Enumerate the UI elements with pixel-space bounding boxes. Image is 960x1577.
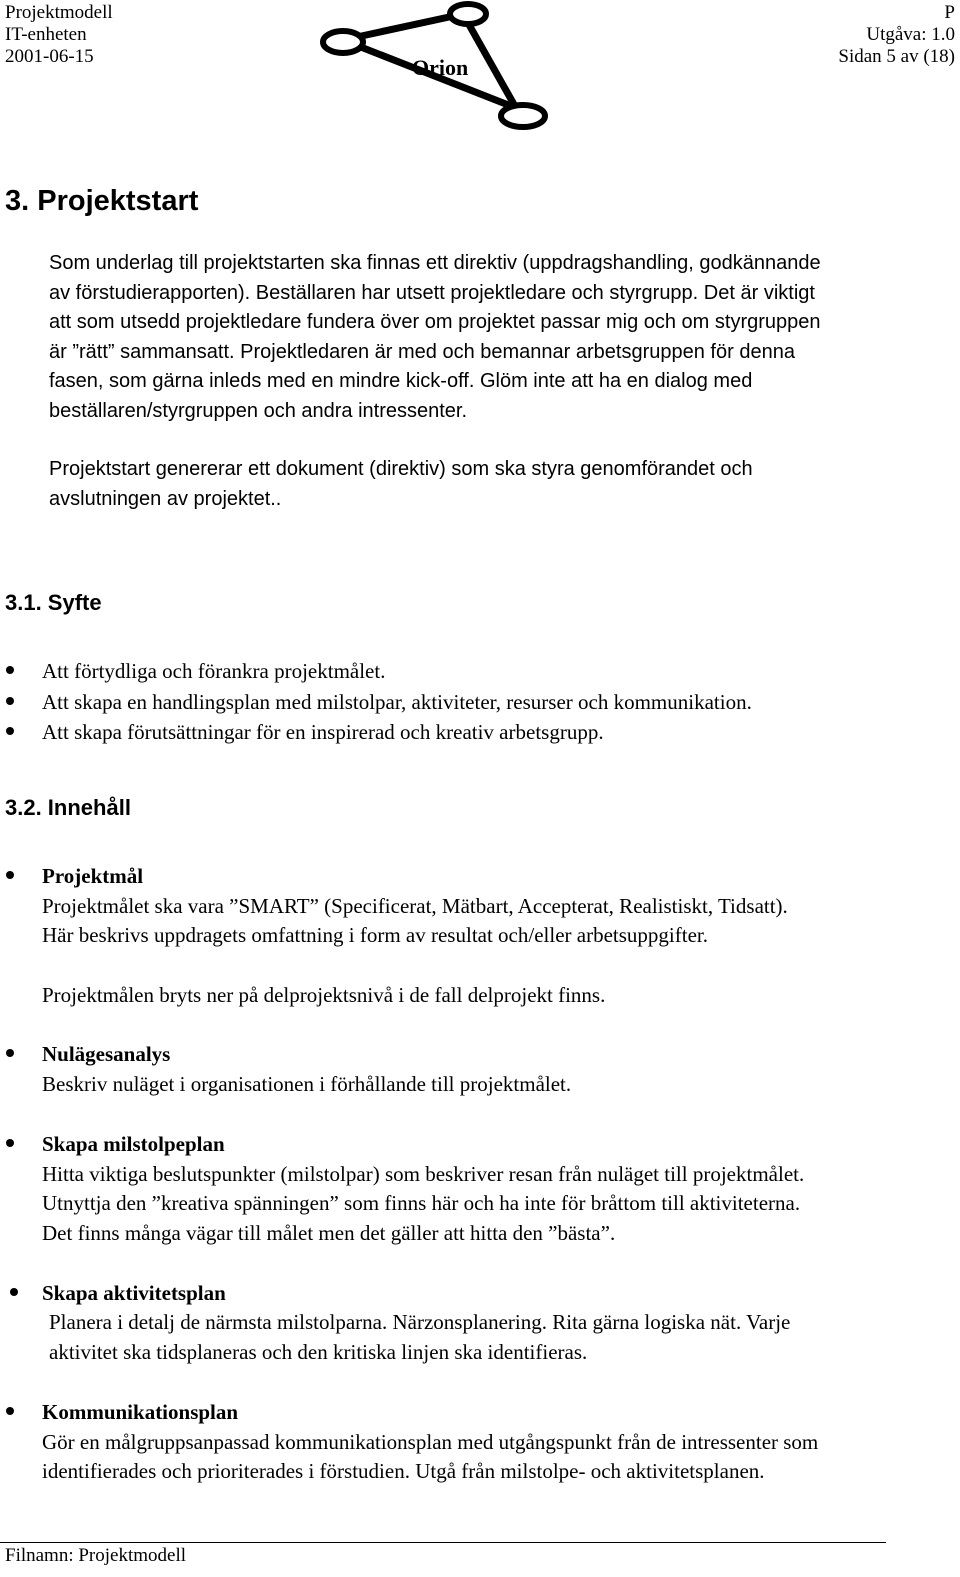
content-item-aktivitetsplan <box>49 1308 790 1367</box>
content-item-kommunikationsplan <box>42 1398 818 1487</box>
item-title: Projektmål <box>42 864 144 888</box>
summary-paragraph <box>49 455 753 514</box>
text-line: avslutningen av projektet.. <box>49 487 282 510</box>
header-page-number: Sidan 5 av (18) <box>838 46 955 67</box>
content-item-nulagesanalys <box>42 1040 571 1099</box>
footer-filename: Filnamn: Projektmodell <box>5 1545 187 1566</box>
text-line: Planera i detalj de närmsta milstolparna. Närzonsplanering. Rita gärna logiska nät. Varje <box>49 1310 791 1334</box>
bullet-icon <box>6 1049 14 1057</box>
header-doc-name: Projektmodell <box>5 2 113 23</box>
syfte-item: Att skapa förutsättningar för en inspirerad och kreativ arbetsgrupp. <box>42 720 604 744</box>
logo-text: Orion <box>412 55 469 80</box>
content-item-projektmal <box>42 862 788 951</box>
bullet-icon <box>6 727 14 735</box>
intro-paragraph <box>49 249 821 426</box>
item-title: Kommunikationsplan <box>42 1400 239 1424</box>
syfte-item: Att skapa en handlingsplan med milstolpar, aktiviteter, resurser och kommunikation. <box>42 690 752 714</box>
footer-divider <box>0 1542 886 1543</box>
text-line: beställaren/styrgruppen och andra intressenter. <box>49 399 468 422</box>
header-left <box>5 2 113 68</box>
bullet-icon <box>6 871 14 879</box>
bullet-icon <box>10 1288 18 1296</box>
item-title: Skapa aktivitetsplan <box>42 1281 226 1305</box>
text-line: Här beskrivs uppdragets omfattning i form av resultat och/eller arbetsuppgifter. <box>42 923 708 947</box>
text-line: Utnyttja den ”kreativa spänningen” som finns här och ha inte för bråttom till aktiviteterna. <box>42 1191 801 1215</box>
bullet-icon <box>6 1407 14 1415</box>
text-line: är ”rätt” sammansatt. Projektledaren är med och bemannar arbetsgruppen för denna <box>49 340 795 363</box>
item-title: Skapa milstolpeplan <box>42 1132 225 1156</box>
header-date: 2001-06-15 <box>5 46 94 67</box>
text-line: Som underlag till projektstarten ska finnas ett direktiv (uppdragshandling, godkännande <box>49 252 821 274</box>
header-code: P <box>944 2 955 23</box>
text-line: fasen, som gärna inleds med en mindre kick-off. Glöm inte att ha en dialog med <box>49 370 753 392</box>
text-line: Projektstart genererar ett dokument (direktiv) som ska styra genomförandet och <box>49 458 753 480</box>
text-line: Projektmålet ska vara ”SMART” (Specificerat, Mätbart, Accepterat, Realistiskt, Tidsatt). <box>42 893 788 918</box>
text-line: av förstudierapporten). Beställaren har utsett projektledare och styrgrupp. Det är viktigt <box>49 281 815 304</box>
bullet-icon <box>6 697 14 705</box>
text-line: Det finns många vägar till målet men det gäller att hitta den ”bästa”. <box>42 1220 616 1245</box>
orion-logo <box>318 0 558 135</box>
page-title: 3. Projektstart <box>5 185 199 217</box>
text-line: aktivitet ska tidsplaneras och den kritiska linjen ska identifieras. <box>49 1339 588 1364</box>
text-line: identifierades och prioriterades i förstudien. Utgå från milstolpe- och aktivitetsplanen. <box>42 1459 765 1483</box>
item-title: Nulägesanalys <box>42 1042 171 1066</box>
text-line: att som utsedd projektledare fundera över om projektet passar mig och om styrgruppen <box>49 311 821 333</box>
syfte-item: Att förtydliga och förankra projektmålet. <box>42 659 386 683</box>
text-line: Beskriv nuläget i organisationen i förhållande till projektmålet. <box>42 1071 572 1096</box>
section-heading-innehall: 3.2. Innehåll <box>5 795 131 820</box>
header-version: Utgåva: 1.0 <box>866 24 955 45</box>
bullet-icon <box>6 1139 14 1147</box>
text-line: Hitta viktiga beslutspunkter (milstolpar) som beskriver resan från nuläget till projektmålet. <box>42 1161 805 1186</box>
header-department: IT-enheten <box>5 24 87 45</box>
text-line: Gör en målgruppsanpassad kommunikationsplan med utgångspunkt från de intressenter som <box>42 1429 819 1454</box>
content-item-milstolpeplan <box>42 1130 804 1248</box>
section-heading-syfte: 3.1. Syfte <box>5 590 102 615</box>
header-right <box>838 2 955 68</box>
bullet-icon <box>6 666 14 674</box>
text-line: Projektmålen bryts ner på delprojektsnivå i de fall delprojekt finns. <box>42 983 606 1007</box>
